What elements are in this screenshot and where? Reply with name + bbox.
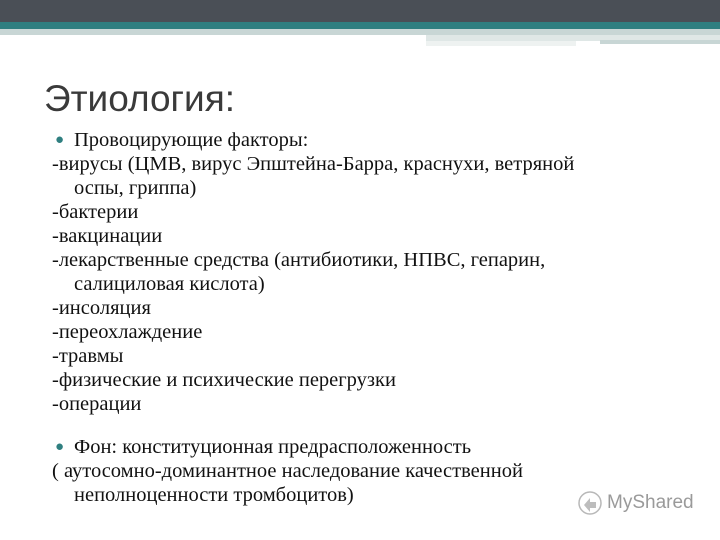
list-item: ( аутосомно-доминантное наследование качественной <box>52 460 523 482</box>
bullet-item <box>52 435 692 459</box>
bullet-item <box>52 128 692 152</box>
bullet-icon: ● <box>55 439 65 455</box>
bullet-icon: ● <box>55 132 65 148</box>
list-item: -операции <box>52 393 142 415</box>
list-item: салициловая кислота) <box>74 273 265 295</box>
list-item: -переохлаждение <box>52 321 203 343</box>
list-item: -вакцинации <box>52 225 163 247</box>
decorative-stripe <box>600 40 720 44</box>
spacer <box>52 416 692 435</box>
bullet-heading: Фон: конституционная предрасположенность <box>74 436 472 458</box>
list-item: -травмы <box>52 345 124 367</box>
header-band <box>0 0 720 22</box>
list-item: -бактерии <box>52 201 139 223</box>
accent-stripe <box>0 22 720 29</box>
decorative-stripe <box>426 41 576 46</box>
list-item: неполноценности тромбоцитов) <box>74 484 354 506</box>
list-item: -инсоляция <box>52 297 151 319</box>
list-item: -вирусы (ЦМВ, вирус Эпштейна-Барра, краснухи, ветряной <box>52 153 575 175</box>
myshared-logo-icon <box>578 491 602 515</box>
watermark-label: MyShared <box>607 492 694 513</box>
watermark[interactable] <box>578 491 694 515</box>
slide-body <box>52 128 692 507</box>
list-item: -физические и психические перегрузки <box>52 369 396 391</box>
slide-title: Этиология: <box>44 78 236 119</box>
bullet-heading: Провоцирующие факторы: <box>74 129 309 151</box>
list-item: оспы, гриппа) <box>74 177 197 199</box>
list-item: -лекарственные средства (антибиотики, НПВС, гепарин, <box>52 249 546 271</box>
